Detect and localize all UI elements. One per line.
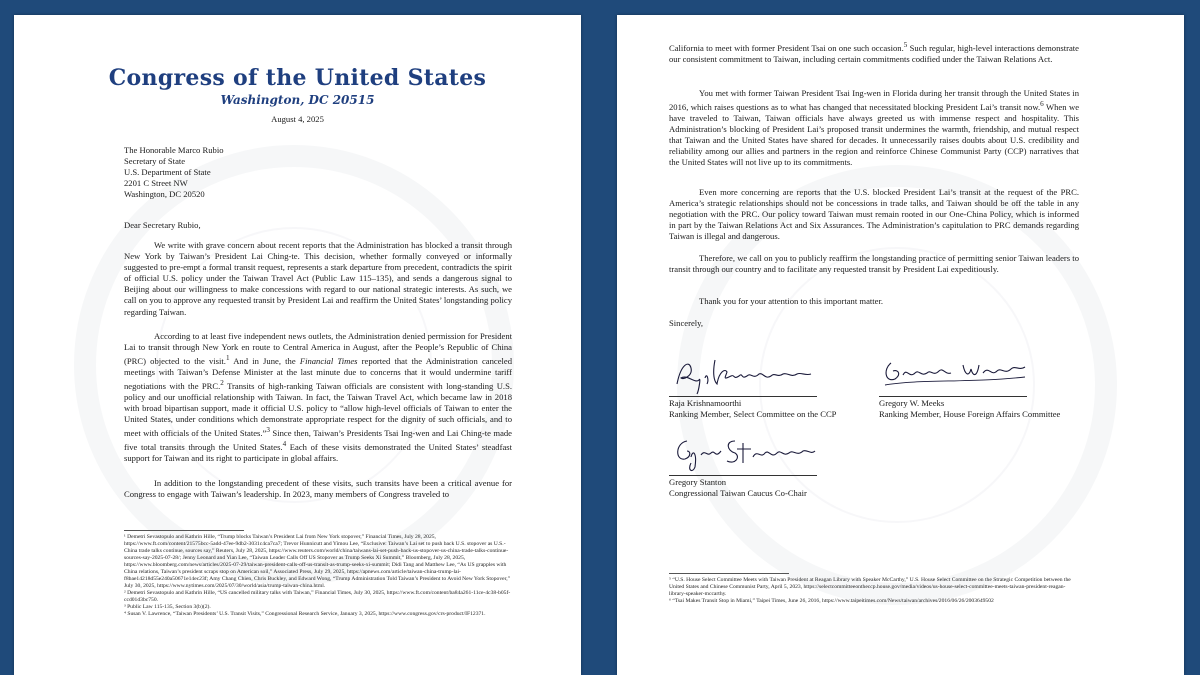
signature-line xyxy=(879,396,1027,397)
footnote: ³ Public Law 115-135, Section 3(b)(2). xyxy=(124,604,211,610)
letterhead-title: Congress of the United States xyxy=(108,65,487,91)
signature-krishnamoorthi xyxy=(669,350,819,396)
recipient-address xyxy=(124,145,224,200)
body-paragraph: We write with grave concern about recent reports that the Administration has blocked a transit through New York by Taiwan’s President Lai Ching-te. This decision, whether formally conveyed or informally suggested to pre-empt a formal transit request, represents a stark departure from precedent, contradicts the spirit of official U.S. policy under the Taiwan Travel Act (Public Law 115–135), and sends a dangerous signal to Beijing about our willingness to make concessions with regard to our national strategic interests. As such, we call on you to approve any requested transit by President Lai and reaffirm the United States’ longstanding policy regarding Taiwan. xyxy=(124,240,512,317)
signatory-name: Gregory Stanton xyxy=(669,477,727,487)
footnote: ² Demetri Sevastopulo and Kathrin Hille, “US cancelled military talks with Taiwan,” Financial Times, July 30, 2025, https://www.ft.com/content/ba84a261-11ce-4c38-b05f-ccd01d3bc750. xyxy=(124,590,511,603)
signatory-title: Congressional Taiwan Caucus Co-Chair xyxy=(669,488,807,498)
signature-meeks xyxy=(879,345,1029,391)
signature-stanton xyxy=(669,427,819,475)
letter-date: August 4, 2025 xyxy=(271,114,324,124)
address-line: 2201 C Street NW xyxy=(124,178,188,188)
signature-line xyxy=(669,475,817,476)
signature-line xyxy=(669,396,817,397)
address-line: The Honorable Marco Rubio xyxy=(124,145,224,155)
salutation: Dear Secretary Rubio, xyxy=(124,220,201,230)
footnote: ⁴ Susan V. Lawrence, “Taiwan Presidents’ U.S. Transit Visits,” Congressional Research Service, January 3, 2025, https://www.congress.gov/crs-product/IF12371. xyxy=(124,611,486,617)
letter-page-2 xyxy=(617,15,1184,675)
address-line: Secretary of State xyxy=(124,156,186,166)
closing: Sincerely, xyxy=(669,318,704,328)
signatory-name: Raja Krishnamoorthi xyxy=(669,398,742,408)
signatory-title: Ranking Member, Select Committee on the CCP xyxy=(669,409,837,419)
footnote-divider xyxy=(669,573,789,574)
footnote: ¹ Demetri Sevastopulo and Kathrin Hille, “Trump blocks Taiwan’s President Lai from New York stopover,” Financial Times, July 28, 2025, https://www.ft.com/content/21575bcc-5add-47ee-9db2-3031c4ca7ca7; Trevor Hunnicutt and Yimou Lee, “Exclusive: Taiwan’s Lai set to push back U.S. stopover as U.S.-China trade talks continue, sources say,” Reuters, July 28, 2025, https://www.reuters.com/world/china/taiwans-lai-set-push-back-us-stopover-us-china-trade-talks-continue-sources-say-2025-07-28/; Jenny Leonard and Yian Lee, “Taiwan Leader Calls Off US Stopover as Trump Seeks Xi Summit,” Bloomberg, July 28, 2025, https://www.bloomberg.com/news/articles/2025-07-29/taiwan-president-calls-off-us-transit-as-trump-seeks-xi-summit; Didi Tang and Matthew Lee, “As US grapples with China relations, Taiwan’s president scraps stop on American soil,” Associated Press, July 29, 2025, https://apnews.com/article/taiwan-china-trump-lai-f8bae14218d55e240a50671e14ec23f; Amy Chang Chien, Chris Buckley, and Edward Wong, “Trump Administration Told Taiwan’s President to Avoid New York Stopover,” July 30, 2025, https://www.nytimes.com/2025/07/30/world/asia/trump-taiwan-china.html. xyxy=(124,534,511,589)
body-paragraph: You met with former Taiwan President Tsai Ing-wen in Florida during her transit through the United States in 2016, which raises questions as to what has changed that necessitated blocking President Lai’s transit now.$^6$ When we have traveled to Taiwan, Taiwan officials have always greeted us with immense respect and hospitality. This Administration’s blocking of President Lai’s proposed transit undermines the warmth, friendship, and mutual respect that Taiwan and the United States have shared for decades. It unnecessarily raises doubts about U.S. credibility and reliability among our allies and partners in the region and reinforce Chinese Communist Party (CCP) narratives that the United States will not live up to its commitments. xyxy=(669,88,1080,168)
signatory-title: Ranking Member, House Foreign Affairs Committee xyxy=(879,409,1061,419)
body-paragraph: Thank you for your attention to this important matter. xyxy=(699,296,884,306)
footnote-divider xyxy=(124,530,244,531)
footnote: ⁵ “U.S. House Select Committee Meets with Taiwan President at Reagan Library with Speaker McCarthy,” U.S. House Select Committee on the Strategic Competition between the United States and Chinese Communist Party, April 5, 2023, https://selectcommitteeontheccp.house.gov/media/videos/us-house-select-committee-meets-taiwan-president-reagan-library-speaker-mccarthy. xyxy=(669,577,1071,597)
body-paragraph: In addition to the longstanding precedent of these visits, such transits have been a critical avenue for Congress to engage with Taiwan’s leadership. In 2023, many members of Congress traveled to xyxy=(124,478,512,500)
footnote: ⁶ “Tsai Makes Transit Stop in Miami,” Taipei Times, June 26, 2016, https://www.taipeitimes.com/News/taiwan/archives/2016/06/26/2003649502 xyxy=(669,598,994,604)
signatory-name: Gregory W. Meeks xyxy=(879,398,945,408)
letter-page-1 xyxy=(14,15,581,675)
footnotes xyxy=(124,534,512,618)
body-paragraph: California to meet with former President Tsai on one such occasion.$^5$ Such regular, high-level interactions demonstrate our consistent commitment to Taiwan, including certain commitments codified under the Taiwan Relations Act. xyxy=(669,41,1079,64)
body-paragraph: Therefore, we call on you to publicly reaffirm the longstanding practice of permitting senior Taiwan leaders to transit through our country and to facilitate any requested transit by President Lai expeditiously. xyxy=(669,253,1079,275)
body-paragraph: According to at least five independent news outlets, the Administration denied permission for President Lai to transit through New York en route to Central America in August, after the People’s Republic of China (PRC) objected to the visit.$^1$ And in June, the Financial Times reported that the Administration canceled meetings with Taiwan’s Defense Minister at the last minute due to concerns that it would undermine tariff negotiations with the PRC.$^2$ Transits of high-ranking Taiwan officials are consistent with long-standing U.S. policy and our unofficial relationship with Taiwan. In fact, the Taiwan Travel Act, which became law in 2018 with broad bipartisan support, made it official U.S. policy to “allow high-level officials of Taiwan to enter the United States, under conditions which demonstrate appropriate respect for the dignity of such officials, and to meet with officials of the United States.”$^3$ Since then, Taiwan’s Presidents Tsai Ing-wen and Lai Ching-te made five total transits through the United States.$^4$ Each of these visits demonstrated the United States’ steadfast support for Taiwan and its right to participate in global affairs. xyxy=(124,331,513,464)
address-line: Washington, DC 20520 xyxy=(124,189,205,199)
address-line: U.S. Department of State xyxy=(124,167,211,177)
letterhead-city: Washington, DC 20515 xyxy=(220,93,375,107)
body-paragraph: Even more concerning are reports that the U.S. blocked President Lai’s transit at the request of the PRC. America’s strategic relationships should not be concessions in trade talks, and Taiwan should be off the table in any negotiation with the PRC. Our policy toward Taiwan must remain rooted in our One-China Policy, which is informed in part by the Taiwan Relations Act and Six Assurances. The Administration’s capitulation to PRC demands regarding Taiwan is illegal and dangerous. xyxy=(669,187,1079,242)
footnotes xyxy=(669,577,1079,605)
